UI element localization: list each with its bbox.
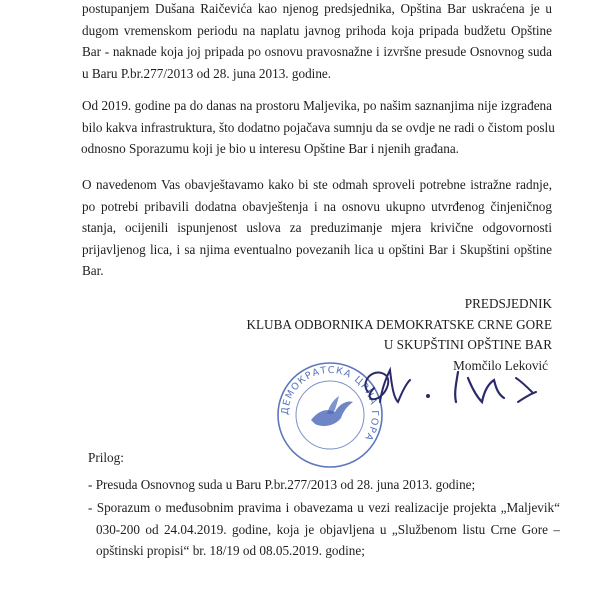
paragraph-line: bilo kakva infrastruktura, što dodatno pojačava sumnju da se ovdje ne radi o čistom poslu [82, 119, 555, 135]
stamp-text: ДЕМОКРАТСКА ЦРНА ГОРА [279, 364, 381, 444]
attachment-item-1 [88, 474, 560, 496]
signature-org-line1: KLUBA ODBORNIKA DEMOKRATSKE CRNE GORE [246, 317, 552, 332]
paragraph-3 [82, 174, 552, 282]
paragraph-2 [81, 95, 555, 160]
signature-name: Momčilo Leković [453, 358, 548, 373]
paragraph-line: odnosno Sporazumu koji je bio u interesu Opštine Bar i njenih građana. [81, 141, 459, 156]
handwritten-signature-icon [350, 358, 560, 418]
attachment-line: - Presuda Osnovnog suda u Baru P.br.277/2013 od 28. juna 2013. godine; [88, 477, 476, 492]
attachment-line: 030-200 od 24.04.2019. godine, koja je objavljena u „Službenom listu Crne Gore – [96, 521, 560, 537]
paragraph-line: stanja, ocijenili ispunjenost uslova za preduzimanje mjera krivične odgovornosti [82, 220, 552, 235]
paragraph-line: Bar. [82, 263, 104, 278]
paragraph-line: postupanjem Dušana Raičevića kao njenog predsjednika, Opština Bar uskraćena je u [82, 1, 552, 16]
paragraph-line: prijavljenog lica, i sa njima eventualno povezanih lica u opštini Bar i Skupštini opštine [82, 241, 552, 257]
attachment-line: - Sporazum o međusobnim pravima i obavezama u vezi realizacije projekta „Maljevik“ [88, 500, 560, 515]
signature-org-line2: U SKUPŠTINI OPŠTINE BAR [383, 337, 552, 352]
paragraph-line: u Baru P.br.277/2013 od 28. juna 2013. godine. [82, 65, 332, 81]
paragraph-line: Bar - naknade koja joj pripada po osnovu pravosnažne i izvršne presude Osnovnog suda [82, 44, 552, 59]
attachment-line: opštinski propisi“ br. 18/19 od 08.05.2019. godine; [96, 543, 365, 558]
paragraph-line: O navedenom Vas obavještavamo kako bi ste odmah sproveli potrebne istražne radnje, [82, 177, 552, 192]
paragraph-line: Od 2019. godine pa do danas na prostoru Maljevika, po našim saznanjima nije izgrađena [82, 98, 552, 113]
paragraph-line: dugom vremenskom periodu na naplatu javnog prihoda koja pripada budžetu Opštine [82, 22, 552, 38]
attachments-heading: Prilog: [88, 450, 124, 465]
attachment-item-2 [88, 497, 560, 562]
paragraph-1 [82, 0, 552, 84]
paragraph-line: po potrebi pribavili dodatna obavještenja i na osnovu ukupno utvrđenog činjeničnog [82, 198, 552, 214]
signature-title: PREDSJEDNIK [464, 296, 552, 311]
